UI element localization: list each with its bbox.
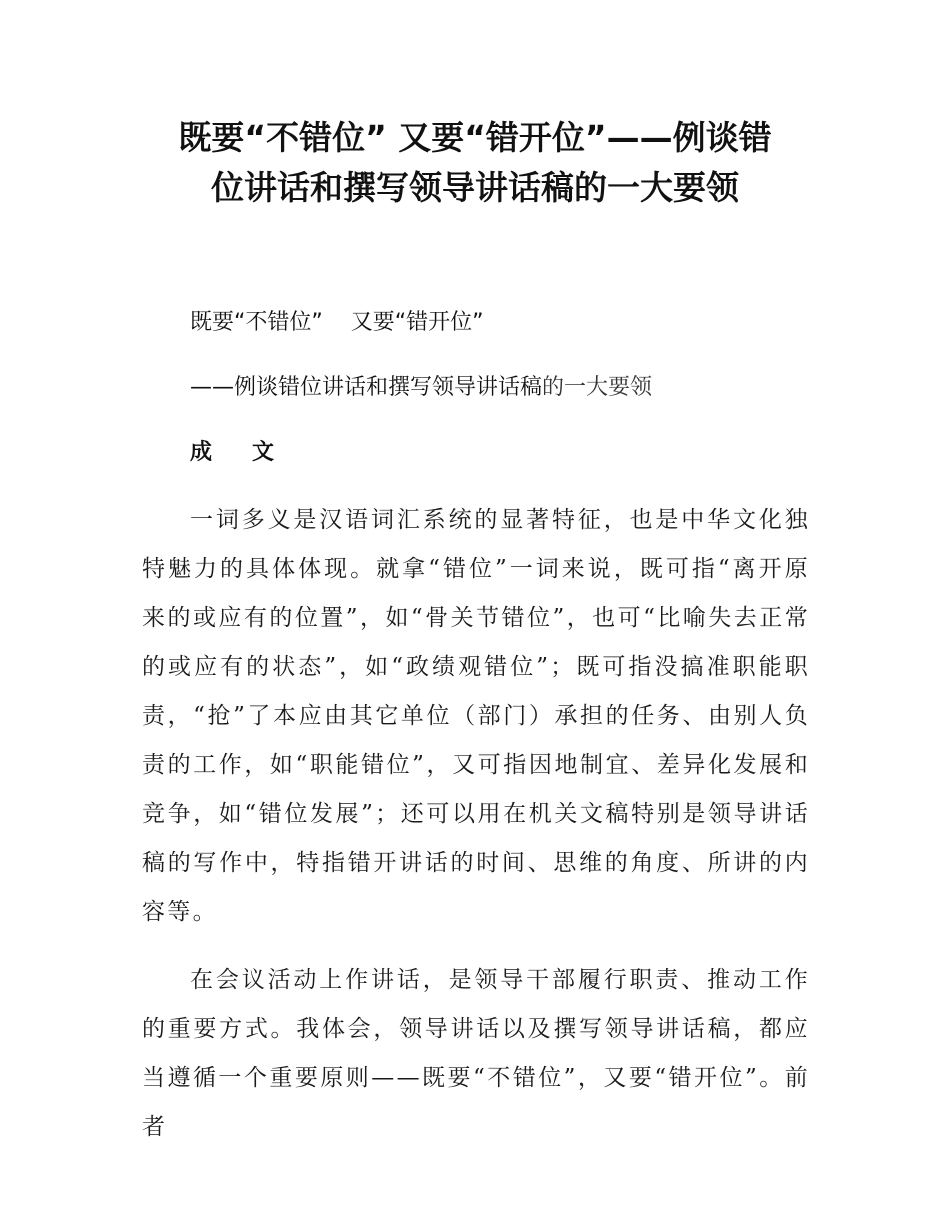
subheading-2 [190,373,652,403]
paragraph-2: 在会议活动上作讲话，是领导干部履行职责、推动工作的重要方式。我体会，领导讲话以及撰写领导讲话稿，都应当遵循一个重要原则——既要“不错位”，又要“错开位”。前者 [142,967,810,1140]
paragraph-1: 一词多义是汉语词汇系统的显著特征，也是中华文化独特魅力的具体体现。就拿“错位”一词来说，既可指“离开原来的或应有的位置”，如“骨关节错位”，也可“比喻失去正常的或应有的状态”，如“政绩观错位”；既可指没搞准职能职责，“抢”了本应由其它单位（部门）承担的任务、由别人负责的工作，如“职能错位”，又可指因地制宜、差异化发展和竞争，如“错位发展”；还可以用在机关文稿特别是领导讲话稿的写作中，特指错开讲话的时间、思维的角度、所讲的内容等。 [142,507,810,925]
document-title [120,113,830,213]
subheading-1: 既要“不错位” 又要“错开位” [190,310,484,335]
subheading-2-main: ——例谈错位讲话和撰写领导讲话稿 [190,375,543,400]
subheading-2-tail: 的一大要领 [542,375,653,400]
author-name: 成文 [190,440,315,465]
title-line-1: 既要“不错位” 又要“错开位”——例谈错 [178,118,772,157]
title-line-2: 位讲话和撰写领导讲话稿的一大要领 [211,168,739,207]
